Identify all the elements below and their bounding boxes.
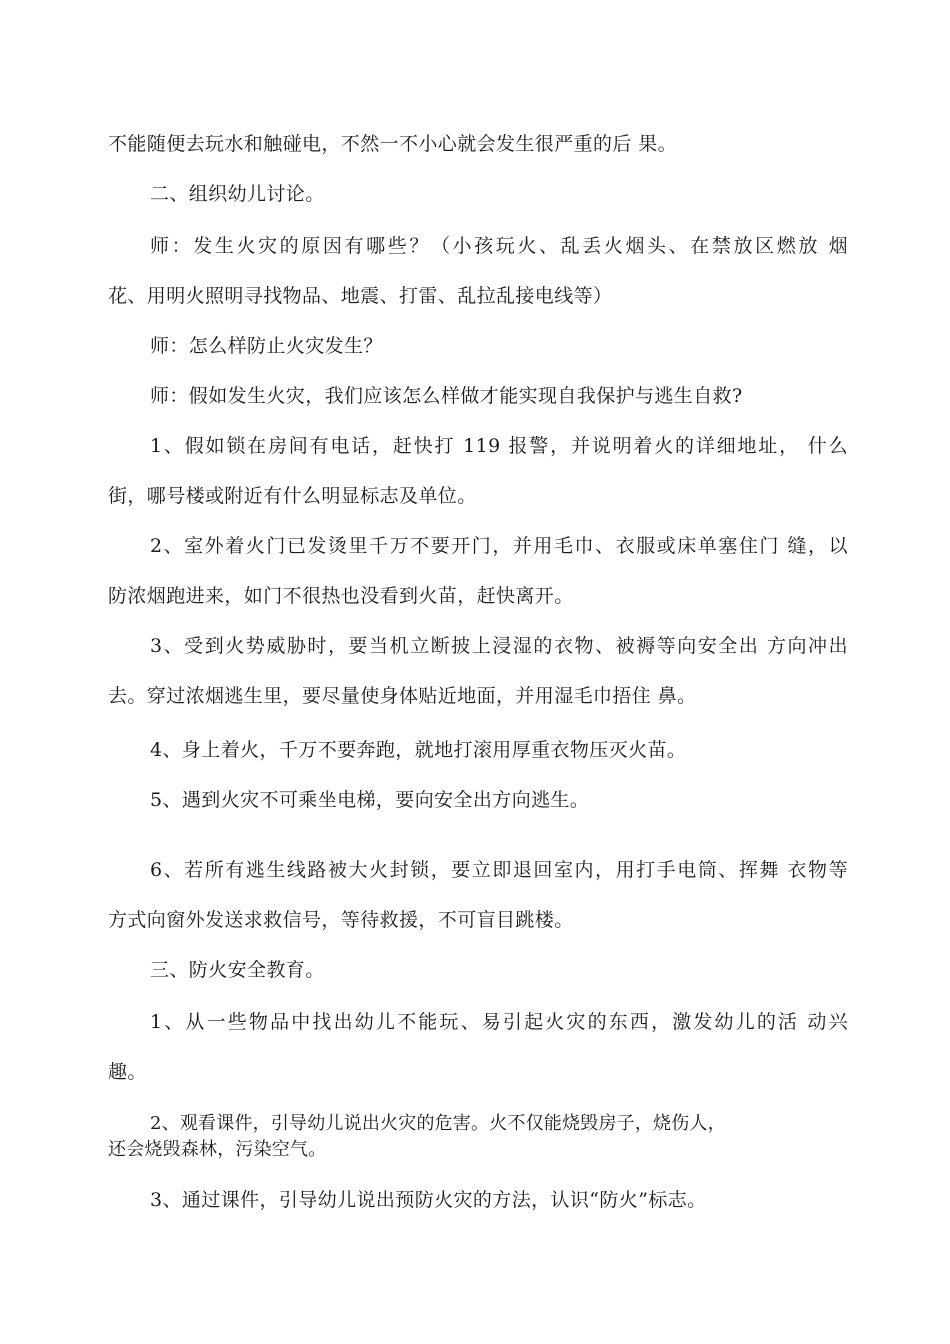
text-line: 4、身上着火，千万不要奔跑，就地打滚用厚重衣物压灭火苗。	[150, 739, 687, 761]
text-line: 师：怎么样防止火灾发生？	[150, 335, 383, 357]
text-line: 还会烧毁森林，污染空气。	[108, 1139, 327, 1160]
text-line: 3、受到火势威胁时，要当机立断披上浸湿的衣物、被褥等向安全出 方向冲出	[150, 635, 848, 657]
text-line: 1、从一些物品中找出幼儿不能玩、易引起火灾的东西，激发幼儿的活 动兴	[150, 1011, 848, 1033]
text-line: 师：发生火灾的原因有哪些？（小孩玩火、乱丢火烟头、在禁放区燃放 烟	[150, 235, 848, 257]
text-line: 2、室外着火门已发烫里千万不要开门，并用毛巾、衣服或床单塞住门 缝，以	[150, 535, 848, 557]
text-line: 不能随便去玩水和触碰电，不然一不小心就会发生很严重的后 果。	[108, 133, 678, 155]
text-line: 趣。	[108, 1061, 147, 1083]
section-heading: 三、防火安全教育。	[150, 959, 325, 981]
text-line: 5、遇到火灾不可乘坐电梯，要向安全出方向逃生。	[150, 789, 590, 811]
text-line: 1、假如锁在房间有电话，赶快打 119 报警，并说明着火的详细地址， 什么	[150, 435, 848, 457]
text-line: 街，哪号楼或附近有什么明显标志及单位。	[108, 485, 477, 507]
text-line: 6、若所有逃生线路被大火封锁，要立即退回室内，用打手电筒、挥舞 衣物等	[150, 859, 848, 881]
section-heading: 二、组织幼儿讨论。	[150, 183, 325, 205]
text-line: 2、观看课件，引导幼儿说出火灾的危害。火不仅能烧毁房子，烧伤人，	[150, 1113, 726, 1134]
text-line: 方式向窗外发送求救信号，等待救援，不可盲目跳楼。	[108, 909, 574, 931]
text-line: 师：假如发生火灾，我们应该怎么样做才能实现自我保护与逃生自救?	[150, 385, 743, 407]
text-line: 去。穿过浓烟逃生里，要尽量使身体贴近地面，并用湿毛巾捂住 鼻。	[108, 685, 697, 707]
text-line: 花、用明火照明寻找物品、地震、打雷、乱拉乱接电线等）	[108, 285, 613, 307]
text-line: 防浓烟跑进来，如门不很热也没看到火苗，赶快离开。	[108, 585, 574, 607]
text-line: 3、通过课件，引导幼儿说出预防火灾的方法，认识“防火”标志。	[150, 1189, 707, 1211]
